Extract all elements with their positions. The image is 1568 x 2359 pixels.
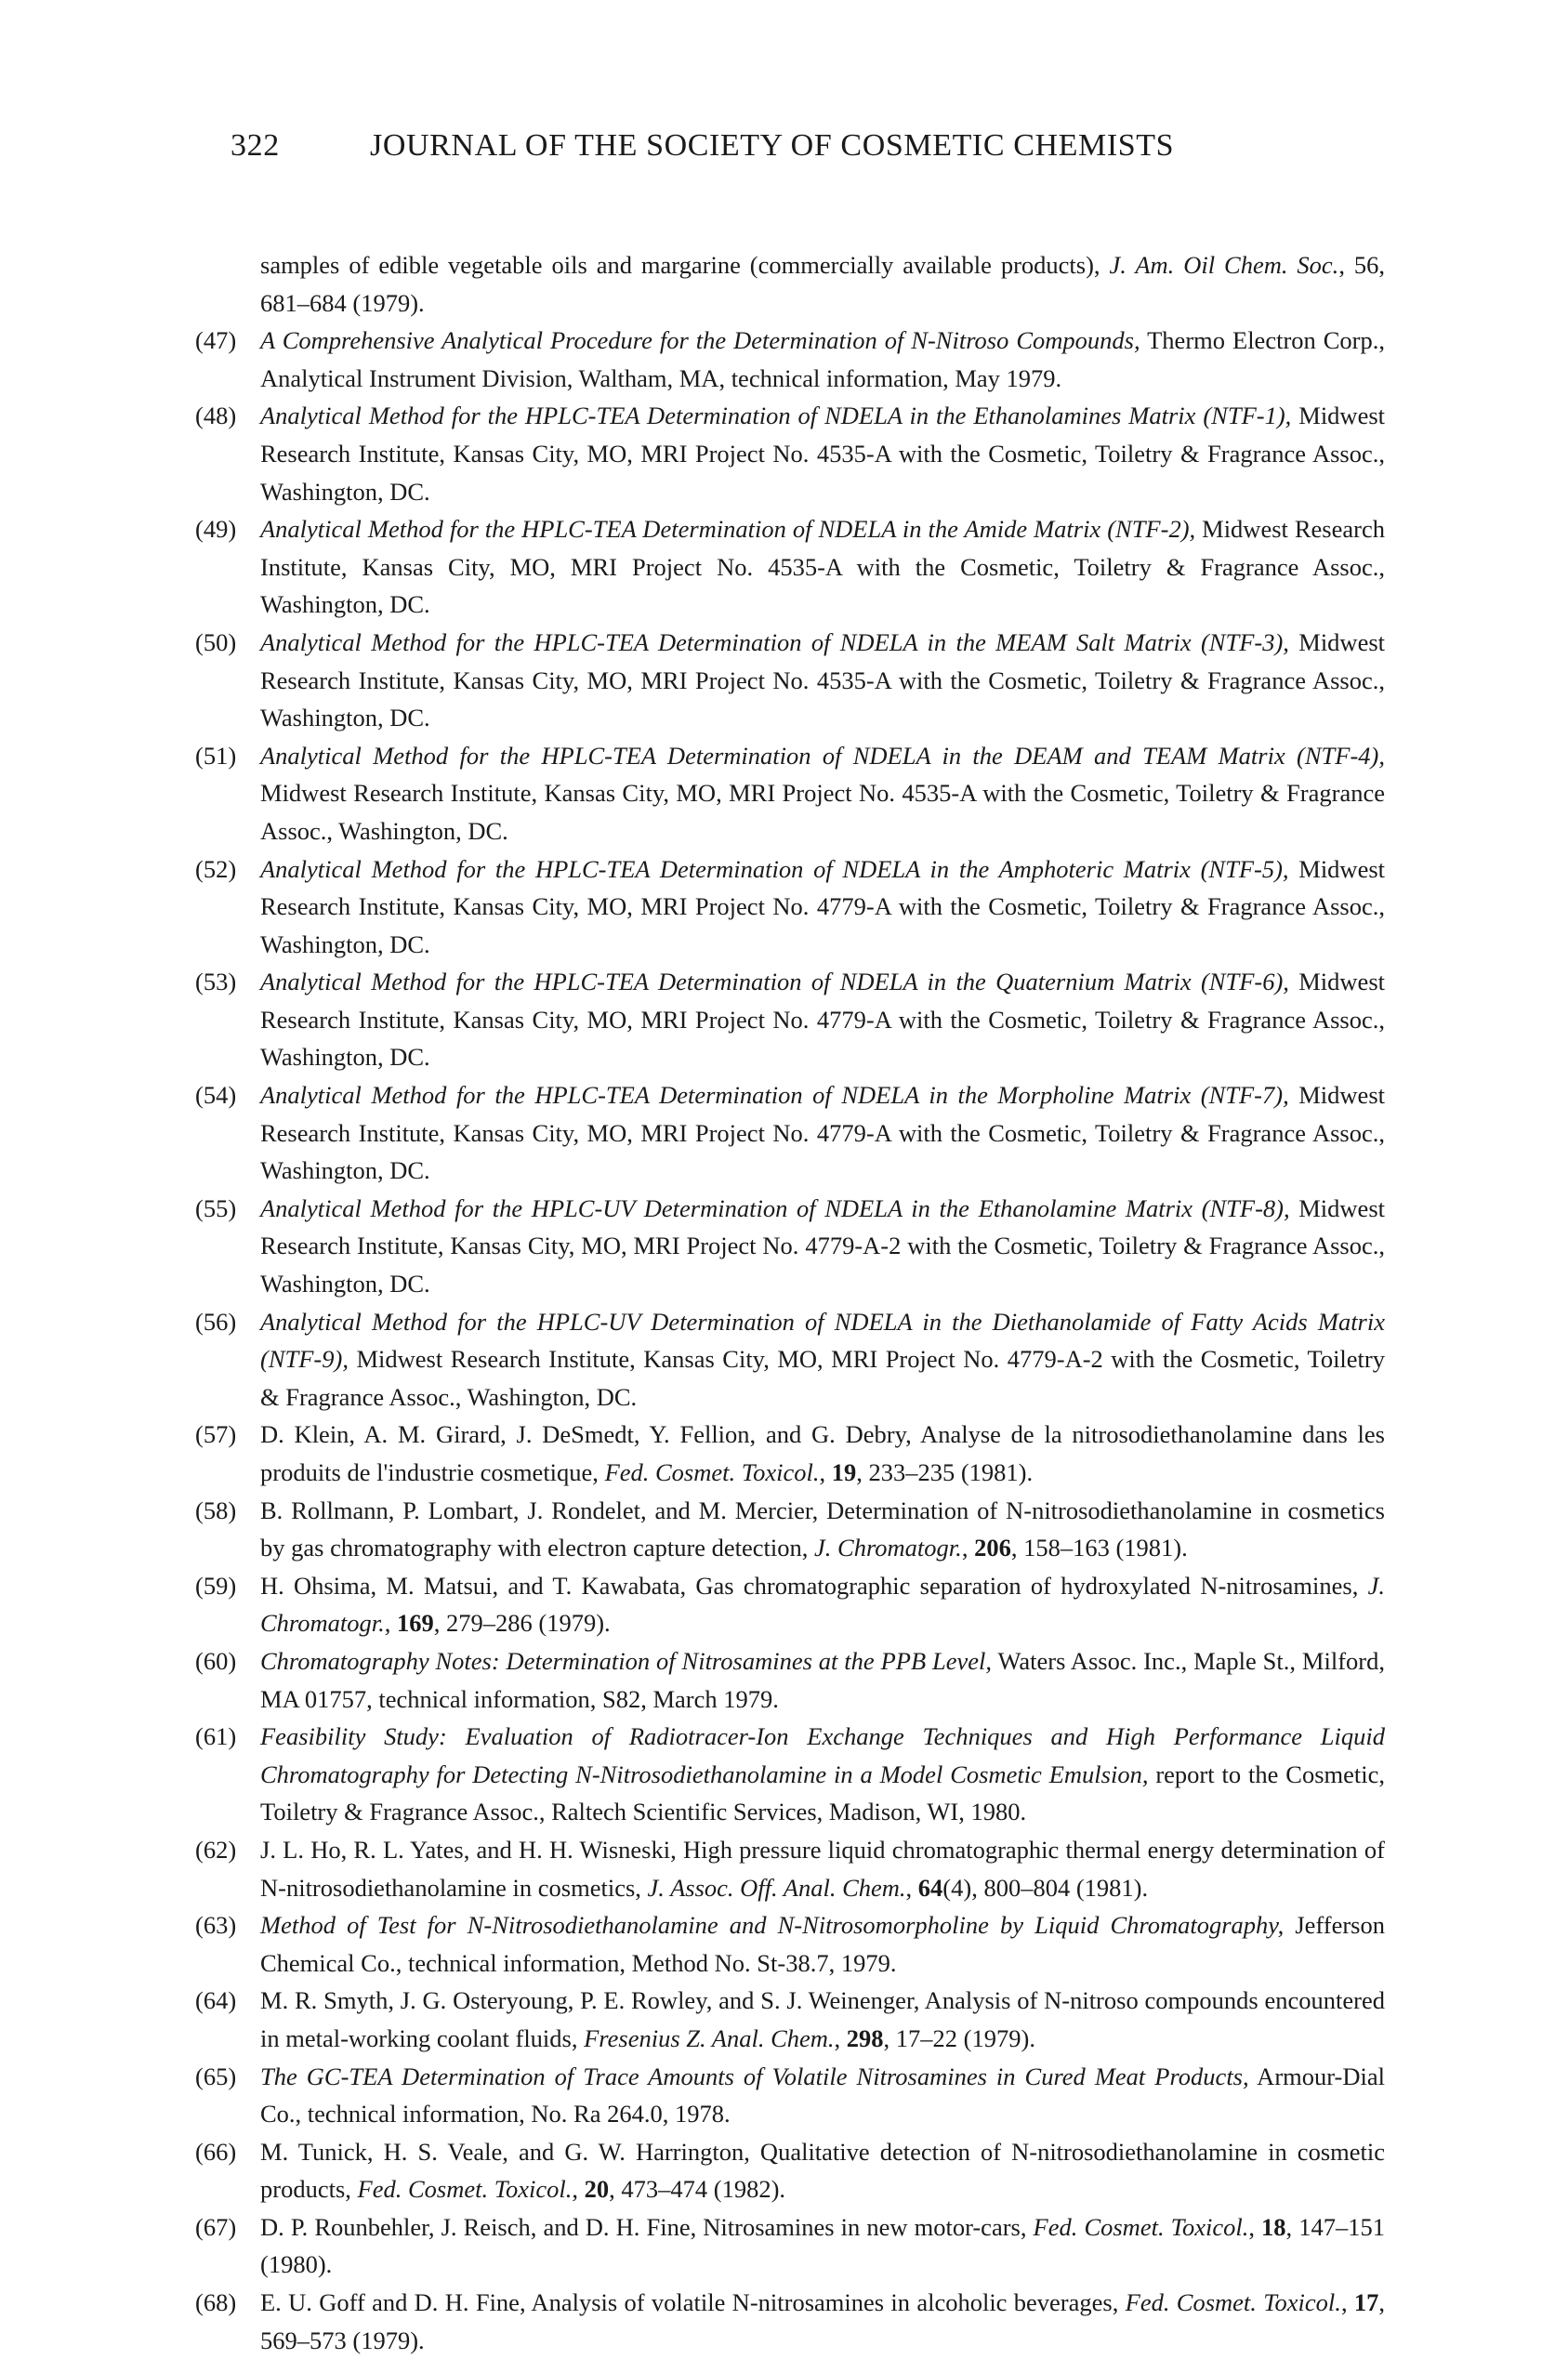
reference-text: Waters Assoc. Inc., Maple St., Milford, MA 01757, technical information, S82, March 1979. (260, 1646, 1385, 1713)
reference-number: (48) (195, 402, 237, 430)
reference-text: Midwest Research Institute, Kansas City, MO, MRI Project No. 4535-A with the Cosmetic, Toiletry & Fragrance Assoc., Washington, DC. (260, 779, 1385, 845)
reference-text: Midwest Research Institute, Kansas City, MO, MRI Project No. 4535-A with the Cosmetic, Toiletry & Fragrance Assoc., Washington, DC. (260, 627, 1386, 732)
reference-item (195, 737, 1385, 850)
reference-item (195, 2208, 1385, 2284)
reference-text: Midwest Research Institute, Kansas City, MO, MRI Project No. 4779-A-2 with the Cosmetic, Toiletry & Fragrance Assoc., Washington, DC. (260, 1345, 1385, 1411)
reference-italic-text: Analytical Method for the HPLC-TEA Determination of NDELA in the Amide Matrix (NTF-2), (260, 515, 1196, 544)
reference-text: , 158–163 (1981). (1010, 1534, 1188, 1562)
reference-item (195, 397, 1385, 510)
reference-volume: 206 (974, 1534, 1011, 1562)
reference-text: Jefferson Chemical Co., technical information, Method No. St-38.7, 1979. (260, 1911, 1385, 1977)
reference-number: (66) (195, 2137, 237, 2166)
reference-volume: 20 (584, 2175, 610, 2204)
reference-italic-text: J. Am. Oil Chem. Soc. (1109, 251, 1339, 279)
reference-text: Midwest Research Institute, Kansas City, MO, MRI Project No. 4779-A with the Cosmetic, Toiletry & Fragrance Assoc., Washington, DC. (260, 968, 1385, 1072)
reference-text: B. Rollmann, P. Lombart, J. Rondelet, and M. Mercier, Determination of N-nitrosodiethanolamine in cosmetics by gas chromatography with electron capture detection, (260, 1496, 1385, 1562)
reference-volume: 64 (917, 1873, 943, 1902)
reference-text: , 279–286 (1979). (433, 1609, 611, 1638)
reference-item (195, 1642, 1385, 1718)
reference-number: (50) (195, 627, 237, 656)
reference-italic-text: J. Chromatogr. (260, 1571, 1385, 1638)
reference-item (195, 850, 1385, 964)
reference-text: M. Tunick, H. S. Veale, and G. W. Harrington, Qualitative detection of N-nitrosodiethanolamine in cosmetic products, (260, 2137, 1385, 2204)
reference-italic-text: Analytical Method for the HPLC-TEA Determination of NDELA in the Amphoteric Matrix (NTF-5), (260, 854, 1289, 883)
reference-text: , 473–474 (1982). (609, 2175, 786, 2204)
reference-volume: 18 (1261, 2212, 1286, 2241)
reference-text: , 17–22 (1979). (883, 2023, 1035, 2052)
reference-number: (49) (195, 515, 237, 544)
reference-text: , (961, 1534, 975, 1562)
reference-text: , (572, 2175, 585, 2204)
reference-item (195, 624, 1385, 737)
reference-text: H. Ohsima, M. Matsui, and T. Kawabata, Gas chromatographic separation of hydroxylated N-nitrosamines, (260, 1571, 1368, 1600)
reference-italic-text: Analytical Method for the HPLC-TEA Determination of NDELA in the Ethanolamines Matrix (NTF-1), (260, 402, 1292, 430)
reference-italic-text: Fed. Cosmet. Toxicol. (1125, 2288, 1341, 2317)
reference-text: report to the Cosmetic, Toiletry & Fragrance Assoc., Raltech Scientific Services, Madison, WI, 1980. (260, 1759, 1385, 1826)
reference-text: , (905, 1873, 918, 1902)
reference-text: Midwest Research Institute, Kansas City, MO, MRI Project No. 4535-A with the Cosmetic, Toiletry & Fragrance Assoc., Washington, DC. (260, 515, 1385, 619)
reference-item (195, 1076, 1385, 1190)
reference-italic-text: Analytical Method for the HPLC-TEA Determination of NDELA in the Morpholine Matrix (NTF-7), (260, 1081, 1289, 1110)
reference-text: (4), 800–804 (1981). (942, 1873, 1149, 1902)
reference-number: (47) (195, 326, 237, 355)
reference-text: samples of edible vegetable oils and margarine (commercially available products), (260, 251, 1110, 279)
reference-italic-text: Fed. Cosmet. Toxicol. (357, 2175, 573, 2204)
reference-number: (58) (195, 1496, 237, 1524)
reference-text: , (384, 1609, 398, 1638)
reference-item (195, 1831, 1385, 1906)
reference-text: , 569–573 (1979). (260, 2288, 1386, 2354)
reference-text: , (1340, 2288, 1354, 2317)
reference-text: Armour-Dial Co., technical information, No. Ra 264.0, 1978. (260, 2062, 1385, 2128)
reference-item (195, 1906, 1385, 1982)
reference-volume: 19 (831, 1458, 857, 1486)
reference-number: (59) (195, 1571, 237, 1600)
reference-item (195, 1567, 1385, 1642)
running-header (231, 123, 1392, 178)
reference-item (195, 1718, 1385, 1831)
reference-number: (62) (195, 1835, 237, 1864)
reference-text: , (819, 1458, 832, 1486)
reference-item (195, 1982, 1385, 2057)
reference-item (195, 1190, 1385, 1303)
reference-item (195, 322, 1385, 397)
reference-text: , (834, 2023, 847, 2052)
reference-italic-text: Analytical Method for the HPLC-TEA Determination of NDELA in the DEAM and TEAM Matrix (NTF-4), (260, 741, 1385, 770)
reference-italic-text: Analytical Method for the HPLC-TEA Determination of NDELA in the Quaternium Matrix (NTF-6), (260, 968, 1289, 996)
reference-italic-text: Method of Test for N-Nitrosodiethanolamine and N-Nitrosomorpholine by Liquid Chromatography, (260, 1911, 1285, 1940)
reference-text: Midwest Research Institute, Kansas City, MO, MRI Project No. 4779-A-2 with the Cosmetic, Toiletry & Fragrance Assoc., Washington, DC. (260, 1193, 1385, 1298)
reference-number: (67) (195, 2212, 237, 2241)
reference-italic-text: The GC-TEA Determination of Trace Amounts of Volatile Nitrosamines in Cured Meat Products, (260, 2062, 1249, 2090)
reference-text: , 56, 681–684 (1979). (260, 251, 1386, 317)
reference-text: M. R. Smyth, J. G. Osteryoung, P. E. Rowley, and S. J. Weinenger, Analysis of N-nitroso compounds encountered in metal-working coolant fluids, (260, 1986, 1385, 2052)
reference-text: E. U. Goff and D. H. Fine, Analysis of volatile N-nitrosamines in alcoholic beverages, (260, 2288, 1126, 2317)
reference-text: , (1248, 2212, 1262, 2241)
reference-italic-text: Fed. Cosmet. Toxicol. (604, 1458, 820, 1486)
reference-text: , 233–235 (1981). (856, 1458, 1034, 1486)
reference-italic-text: Chromatography Notes: Determination of Nitrosamines at the PPB Level, (260, 1646, 993, 1675)
reference-text: D. P. Rounbehler, J. Reisch, and D. H. Fine, Nitrosamines in new motor-cars, (260, 2212, 1034, 2241)
reference-number: (52) (195, 854, 237, 883)
reference-italic-text: Fresenius Z. Anal. Chem. (584, 2023, 835, 2052)
reference-italic-text: Analytical Method for the HPLC-UV Determination of NDELA in the Ethanolamine Matrix (NTF-8), (260, 1193, 1290, 1222)
reference-item (195, 2284, 1385, 2359)
reference-text: Midwest Research Institute, Kansas City, MO, MRI Project No. 4779-A with the Cosmetic, Toiletry & Fragrance Assoc., Washington, DC. (260, 1081, 1385, 1185)
reference-italic-text: Fed. Cosmet. Toxicol. (1033, 2212, 1249, 2241)
reference-number: (54) (195, 1081, 237, 1110)
reference-list (195, 246, 1385, 2359)
reference-number: (63) (195, 1911, 237, 1940)
reference-item (195, 510, 1385, 624)
reference-number: (65) (195, 2062, 237, 2090)
reference-item (195, 246, 1385, 322)
journal-title: JOURNAL OF THE SOCIETY OF COSMETIC CHEMISTS (370, 128, 1175, 163)
reference-item (195, 1416, 1385, 1491)
reference-text: D. Klein, A. M. Girard, J. DeSmedt, Y. Fellion, and G. Debry, Analyse de la nitrosodiethanolamine dans les produits de l'industrie cosmetique, (260, 1420, 1385, 1486)
reference-number: (56) (195, 1307, 237, 1336)
reference-text: J. L. Ho, R. L. Yates, and H. H. Wisneski, High pressure liquid chromatographic thermal energy determination of N-nitrosodiethanolamine in cosmetics, (260, 1835, 1385, 1902)
reference-text: Midwest Research Institute, Kansas City, MO, MRI Project No. 4535-A with the Cosmetic, Toiletry & Fragrance Assoc., Washington, DC. (260, 402, 1386, 506)
reference-italic-text: Analytical Method for the HPLC-UV Determination of NDELA in the Diethanolamide of Fatty Acids Matrix (NTF-9), (260, 1307, 1385, 1374)
reference-number: (55) (195, 1193, 237, 1222)
reference-italic-text: J. Assoc. Off. Anal. Chem. (647, 1873, 906, 1902)
reference-text: Midwest Research Institute, Kansas City, MO, MRI Project No. 4779-A with the Cosmetic, Toiletry & Fragrance Assoc., Washington, DC. (260, 854, 1386, 958)
reference-item (195, 963, 1385, 1076)
reference-item (195, 2133, 1385, 2208)
reference-text: Thermo Electron Corp., Analytical Instrument Division, Waltham, MA, technical information, May 1979. (260, 326, 1386, 392)
reference-volume: 169 (397, 1609, 434, 1638)
reference-number: (57) (195, 1420, 237, 1449)
reference-item (195, 1492, 1385, 1567)
reference-number: (60) (195, 1646, 237, 1675)
reference-number: (61) (195, 1722, 237, 1751)
reference-number: (64) (195, 1986, 237, 2015)
reference-number: (68) (195, 2288, 237, 2317)
reference-item (195, 1303, 1385, 1417)
reference-number: (53) (195, 968, 237, 996)
reference-italic-text: Feasibility Study: Evaluation of Radiotracer-Ion Exchange Techniques and High Performance Liquid Chromatography for Detecting N-Nitrosodiethanolamine in a Model Cosmetic Emulsion, (260, 1722, 1385, 1788)
page-number: 322 (231, 128, 280, 163)
reference-item (195, 2058, 1385, 2133)
reference-number: (51) (195, 741, 237, 770)
reference-volume: 17 (1353, 2288, 1379, 2317)
reference-italic-text: J. Chromatogr. (814, 1534, 962, 1562)
reference-italic-text: Analytical Method for the HPLC-TEA Determination of NDELA in the MEAM Salt Matrix (NTF-3), (260, 627, 1289, 656)
reference-italic-text: A Comprehensive Analytical Procedure for the Determination of N-Nitroso Compounds, (260, 326, 1140, 355)
reference-volume: 298 (846, 2023, 884, 2052)
reference-text: , 147–151 (1980). (260, 2212, 1385, 2279)
